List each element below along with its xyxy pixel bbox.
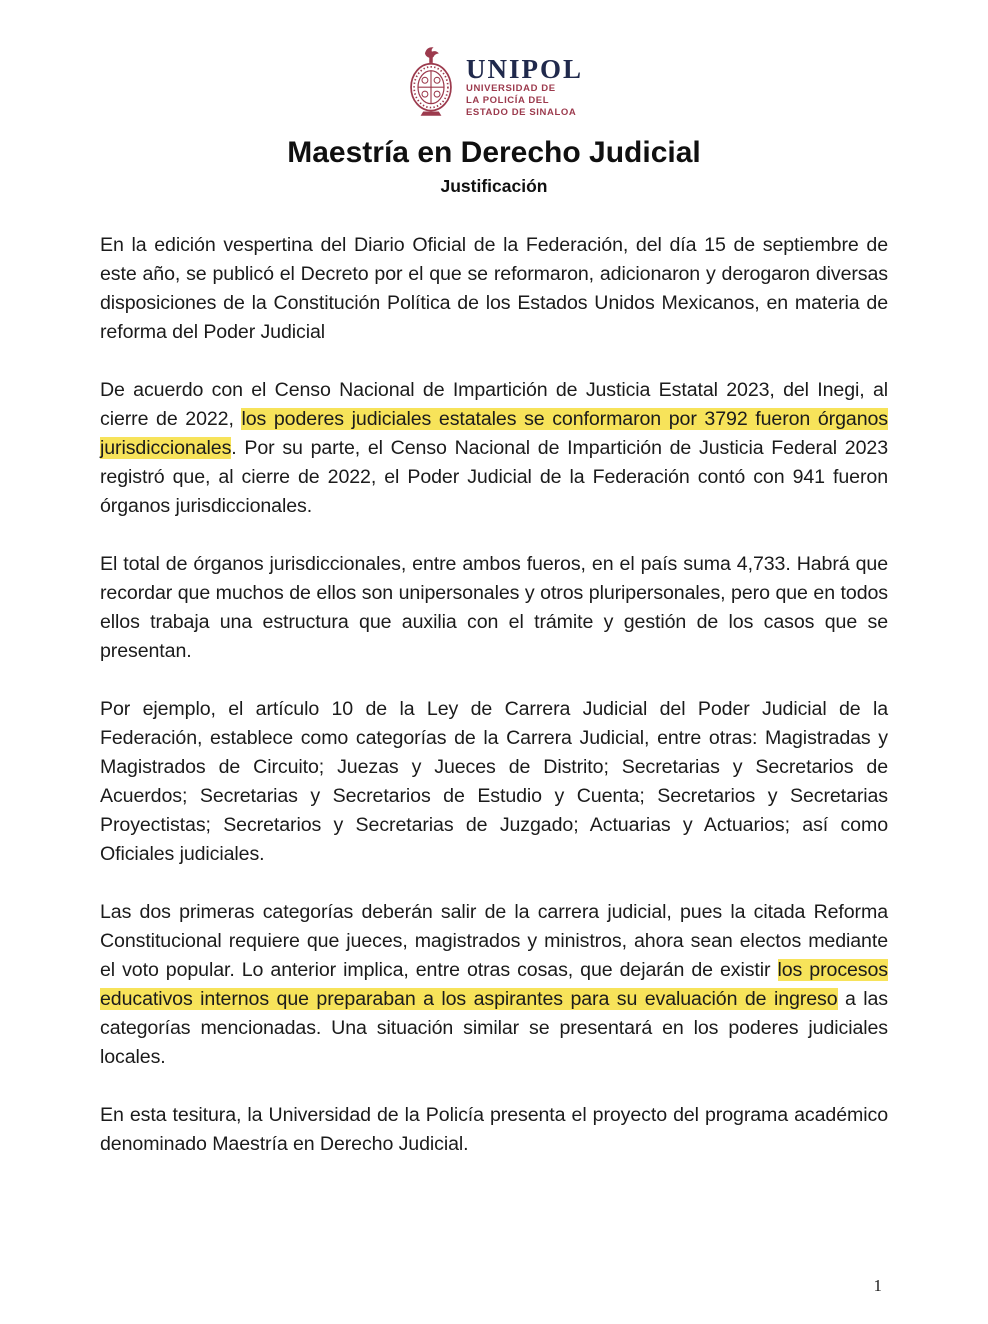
highlighted-text: los poderes judiciales estatales se conformaron por 3792 fueron órganos jurisdiccionales bbox=[100, 408, 888, 459]
paragraph-text: a las categorías mencionadas. Una situación similar se presentará en los poderes judiciales locales. bbox=[100, 988, 889, 1068]
paragraph-text: En la edición vespertina del Diario Oficial de la Federación, del día 15 de septiembre de este año, se publicó el Decreto por el que se reformaron, adicionaron y derogaron diversas disposiciones de la Constitución Política de los Estados Unidos Mexicanos, en materia de reforma del Poder Judicial bbox=[100, 234, 888, 343]
paragraph-2 bbox=[100, 376, 888, 521]
paragraph-text: Las dos primeras categorías deberán salir de la carrera judicial, pues la citada Reforma Constitucional requiere que jueces, magistrados y ministros, ahora sean electos mediante el voto popular. Lo anterior implica, entre otras cosas, que dejarán de existir bbox=[100, 901, 888, 981]
page-subtitle: Justificación bbox=[440, 176, 548, 196]
paragraph-5 bbox=[100, 898, 888, 1072]
logo-subtitle-line-1: UNIVERSIDAD DE bbox=[465, 83, 556, 94]
paragraph-text: De acuerdo con el Censo Nacional de Impartición de Justicia Estatal 2023, del Inegi, al cierre de 2022, bbox=[100, 379, 888, 430]
highlighted-text: los procesos educativos internos que preparaban a los aspirantes para su evaluación de ingreso bbox=[100, 959, 889, 1010]
page-number: 1 bbox=[873, 1276, 882, 1295]
paragraph-1 bbox=[100, 231, 888, 347]
paragraph-3 bbox=[100, 550, 888, 666]
unipol-crest-icon bbox=[405, 42, 457, 122]
logo-wordmark: UNIPOL bbox=[465, 54, 583, 84]
document-body bbox=[0, 231, 988, 1159]
paragraph-text: El total de órganos jurisdiccionales, entre ambos fueros, en el país suma 4,733. Habrá que recordar que muchos de ellos son unipersonales y otros pluripersonales, pero que en todos ellos trabaja una estructura que auxilia con el trámite y gestión de los casos que se presentan. bbox=[100, 553, 888, 662]
paragraph-4 bbox=[100, 695, 888, 869]
paragraph-text: . Por su parte, el Censo Nacional de Impartición de Justicia Federal 2023 registró que, al cierre de 2022, el Poder Judicial de la Federación contó con 941 fueron órganos jurisdiccionales. bbox=[100, 437, 888, 517]
paragraph-text: Por ejemplo, el artículo 10 de la Ley de Carrera Judicial del Poder Judicial de la Federación, establece como categorías de la Carrera Judicial, entre otras: Magistradas y Magistrados de Circuito; Juezas y Jueces de Distrito; Secretarias y Secretarios de Acuerdos; Secretarias y Secretarios de Estudio y Cuenta; Secretarios y Secretarias Proyectistas; Secretarios y Secretarias de Juzgado; Actuarias y Actuarios; así como Oficiales judiciales. bbox=[100, 698, 888, 865]
logo-subtitle-line-2: LA POLICÍA DEL bbox=[465, 95, 550, 106]
logo-subtitle-line-3: ESTADO DE SINALOA bbox=[465, 107, 577, 118]
unipol-logo bbox=[0, 0, 988, 122]
logo-text bbox=[466, 56, 583, 118]
paragraph-6 bbox=[100, 1101, 888, 1159]
page-title: Maestría en Derecho Judicial bbox=[287, 136, 701, 169]
paragraph-text: En esta tesitura, la Universidad de la Policía presenta el proyecto del programa académico denominado Maestría en Derecho Judicial. bbox=[100, 1104, 888, 1155]
